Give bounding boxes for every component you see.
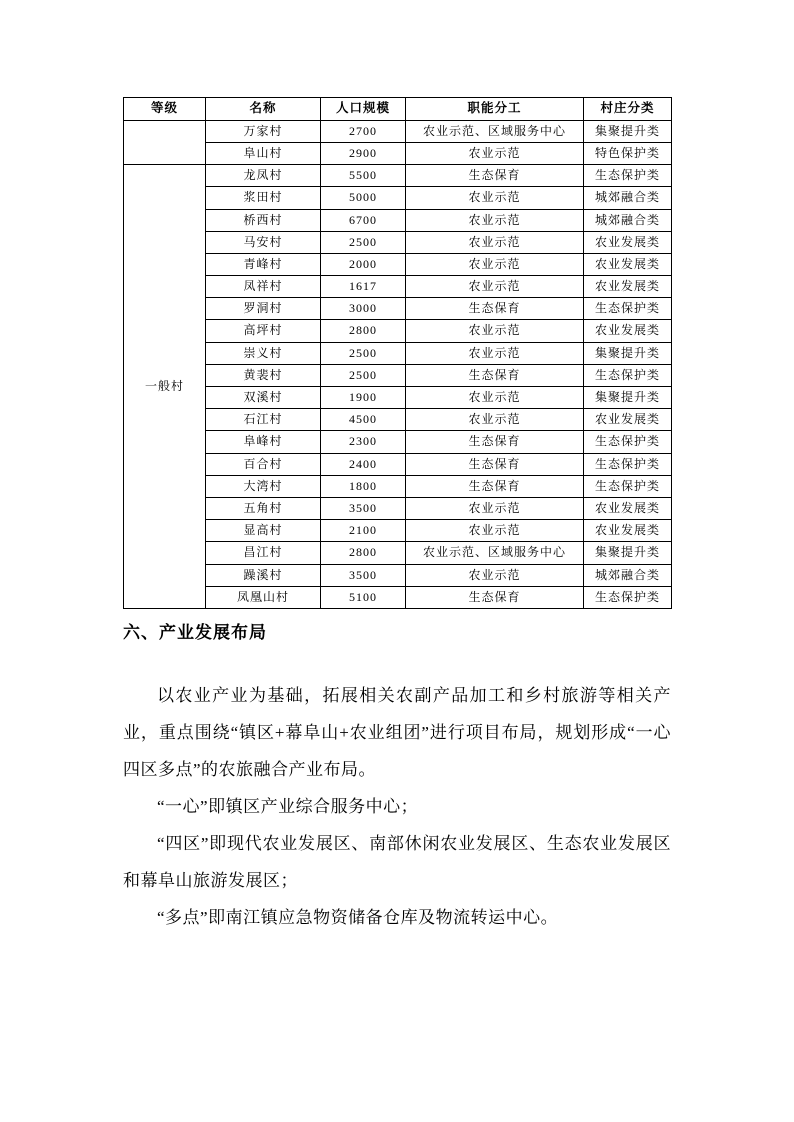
- level-cell: 一般村: [124, 165, 206, 609]
- classification-cell: 农业发展类: [584, 320, 672, 342]
- classification-cell: 生态保护类: [584, 431, 672, 453]
- classification-cell: 生态保护类: [584, 453, 672, 475]
- name-cell: 青峰村: [206, 253, 321, 275]
- function-cell: 生态保育: [406, 475, 584, 497]
- function-cell: 农业示范、区域服务中心: [406, 120, 584, 142]
- classification-cell: 生态保护类: [584, 364, 672, 386]
- name-cell: 石江村: [206, 409, 321, 431]
- classification-cell: 农业发展类: [584, 276, 672, 298]
- population-cell: 2300: [321, 431, 406, 453]
- name-cell: 罗洞村: [206, 298, 321, 320]
- population-cell: 5500: [321, 165, 406, 187]
- classification-cell: 生态保护类: [584, 165, 672, 187]
- population-cell: 2800: [321, 320, 406, 342]
- function-cell: 生态保育: [406, 165, 584, 187]
- table-row: [124, 120, 672, 142]
- population-cell: 4500: [321, 409, 406, 431]
- name-cell: 龙凤村: [206, 165, 321, 187]
- function-cell: 农业示范: [406, 497, 584, 519]
- classification-cell: 农业发展类: [584, 231, 672, 253]
- classification-cell: 农业发展类: [584, 409, 672, 431]
- population-cell: 3000: [321, 298, 406, 320]
- name-cell: 高坪村: [206, 320, 321, 342]
- function-cell: 农业示范: [406, 187, 584, 209]
- name-cell: 双溪村: [206, 387, 321, 409]
- table-row: [124, 342, 672, 364]
- header-level: 等级: [124, 98, 206, 121]
- table-row: [124, 475, 672, 497]
- function-cell: 生态保育: [406, 298, 584, 320]
- population-cell: 3500: [321, 564, 406, 586]
- name-cell: 大湾村: [206, 475, 321, 497]
- population-cell: 2500: [321, 342, 406, 364]
- table-row: [124, 586, 672, 608]
- header-population: 人口规模: [321, 98, 406, 121]
- name-cell: 万家村: [206, 120, 321, 142]
- function-cell: 农业示范、区域服务中心: [406, 542, 584, 564]
- population-cell: 2500: [321, 231, 406, 253]
- paragraph-multi-points: “多点”即南江镇应急物资储备仓库及物流转运中心。: [157, 908, 559, 927]
- table-row: [124, 253, 672, 275]
- industry-section: [123, 618, 671, 936]
- name-cell: 桥西村: [206, 209, 321, 231]
- name-cell: 昌江村: [206, 542, 321, 564]
- name-cell: 凤祥村: [206, 276, 321, 298]
- population-cell: 5100: [321, 586, 406, 608]
- population-cell: 2400: [321, 453, 406, 475]
- function-cell: 生态保育: [406, 364, 584, 386]
- table-row: [124, 231, 672, 253]
- function-cell: 生态保育: [406, 453, 584, 475]
- population-cell: 6700: [321, 209, 406, 231]
- table-row: [124, 431, 672, 453]
- function-cell: 农业示范: [406, 520, 584, 542]
- classification-cell: 特色保护类: [584, 142, 672, 164]
- table-row: [124, 298, 672, 320]
- village-table-body: [124, 120, 672, 608]
- function-cell: 农业示范: [406, 142, 584, 164]
- classification-cell: 集聚提升类: [584, 387, 672, 409]
- population-cell: 1617: [321, 276, 406, 298]
- table-row: [124, 520, 672, 542]
- classification-cell: 农业发展类: [584, 497, 672, 519]
- population-cell: 2700: [321, 120, 406, 142]
- population-cell: 5000: [321, 187, 406, 209]
- classification-cell: 生态保护类: [584, 298, 672, 320]
- function-cell: 农业示范: [406, 342, 584, 364]
- population-cell: 2800: [321, 542, 406, 564]
- function-cell: 生态保育: [406, 586, 584, 608]
- level-cell: [124, 120, 206, 164]
- name-cell: 阜山村: [206, 142, 321, 164]
- name-cell: 崇义村: [206, 342, 321, 364]
- population-cell: 3500: [321, 497, 406, 519]
- table-row: [124, 320, 672, 342]
- name-cell: 马安村: [206, 231, 321, 253]
- header-function: 职能分工: [406, 98, 584, 121]
- function-cell: 农业示范: [406, 209, 584, 231]
- name-cell: 阜峰村: [206, 431, 321, 453]
- table-row: [124, 209, 672, 231]
- population-cell: 1800: [321, 475, 406, 497]
- classification-cell: 生态保护类: [584, 586, 672, 608]
- table-row: [124, 564, 672, 586]
- function-cell: 生态保育: [406, 431, 584, 453]
- classification-cell: 集聚提升类: [584, 120, 672, 142]
- classification-cell: 农业发展类: [584, 253, 672, 275]
- table-row: [124, 276, 672, 298]
- population-cell: 2900: [321, 142, 406, 164]
- name-cell: 五角村: [206, 497, 321, 519]
- function-cell: 农业示范: [406, 320, 584, 342]
- table-row: [124, 409, 672, 431]
- function-cell: 农业示范: [406, 253, 584, 275]
- name-cell: 浆田村: [206, 187, 321, 209]
- classification-cell: 生态保护类: [584, 475, 672, 497]
- function-cell: 农业示范: [406, 409, 584, 431]
- table-row: [124, 142, 672, 164]
- header-row: [124, 98, 672, 121]
- name-cell: 显高村: [206, 520, 321, 542]
- header-name: 名称: [206, 98, 321, 121]
- classification-cell: 城郊融合类: [584, 187, 672, 209]
- table-row: [124, 364, 672, 386]
- classification-cell: 集聚提升类: [584, 542, 672, 564]
- paragraph-four-zones: “四区”即现代农业发展区、南部休闲农业发展区、生态农业发展区和幕阜山旅游发展区；: [123, 834, 671, 890]
- population-cell: 2500: [321, 364, 406, 386]
- name-cell: 黄裴村: [206, 364, 321, 386]
- name-cell: 百合村: [206, 453, 321, 475]
- table-row: [124, 497, 672, 519]
- table-row: [124, 542, 672, 564]
- function-cell: 农业示范: [406, 387, 584, 409]
- function-cell: 农业示范: [406, 276, 584, 298]
- classification-cell: 城郊融合类: [584, 564, 672, 586]
- paragraph-intro: 以农业产业为基础，拓展相关农副产品加工和乡村旅游等相关产业，重点围绕“镇区+幕阜山+农业组团”进行项目布局，规划形成“一心四区多点”的农旅融合产业布局。: [123, 686, 671, 779]
- header-classification: 村庄分类: [584, 98, 672, 121]
- name-cell: 凤凰山村: [206, 586, 321, 608]
- table-row: [124, 387, 672, 409]
- table-row: [124, 165, 672, 187]
- classification-cell: 城郊融合类: [584, 209, 672, 231]
- classification-cell: 集聚提升类: [584, 342, 672, 364]
- population-cell: 1900: [321, 387, 406, 409]
- table-row: [124, 453, 672, 475]
- village-table: [123, 97, 672, 609]
- population-cell: 2100: [321, 520, 406, 542]
- section-heading: 六、产业发展布局: [123, 623, 267, 642]
- classification-cell: 农业发展类: [584, 520, 672, 542]
- function-cell: 农业示范: [406, 564, 584, 586]
- table-row: [124, 187, 672, 209]
- name-cell: 躁溪村: [206, 564, 321, 586]
- village-table-header: [124, 98, 672, 121]
- population-cell: 2000: [321, 253, 406, 275]
- function-cell: 农业示范: [406, 231, 584, 253]
- paragraph-one-center: “一心”即镇区产业综合服务中心；: [157, 797, 419, 816]
